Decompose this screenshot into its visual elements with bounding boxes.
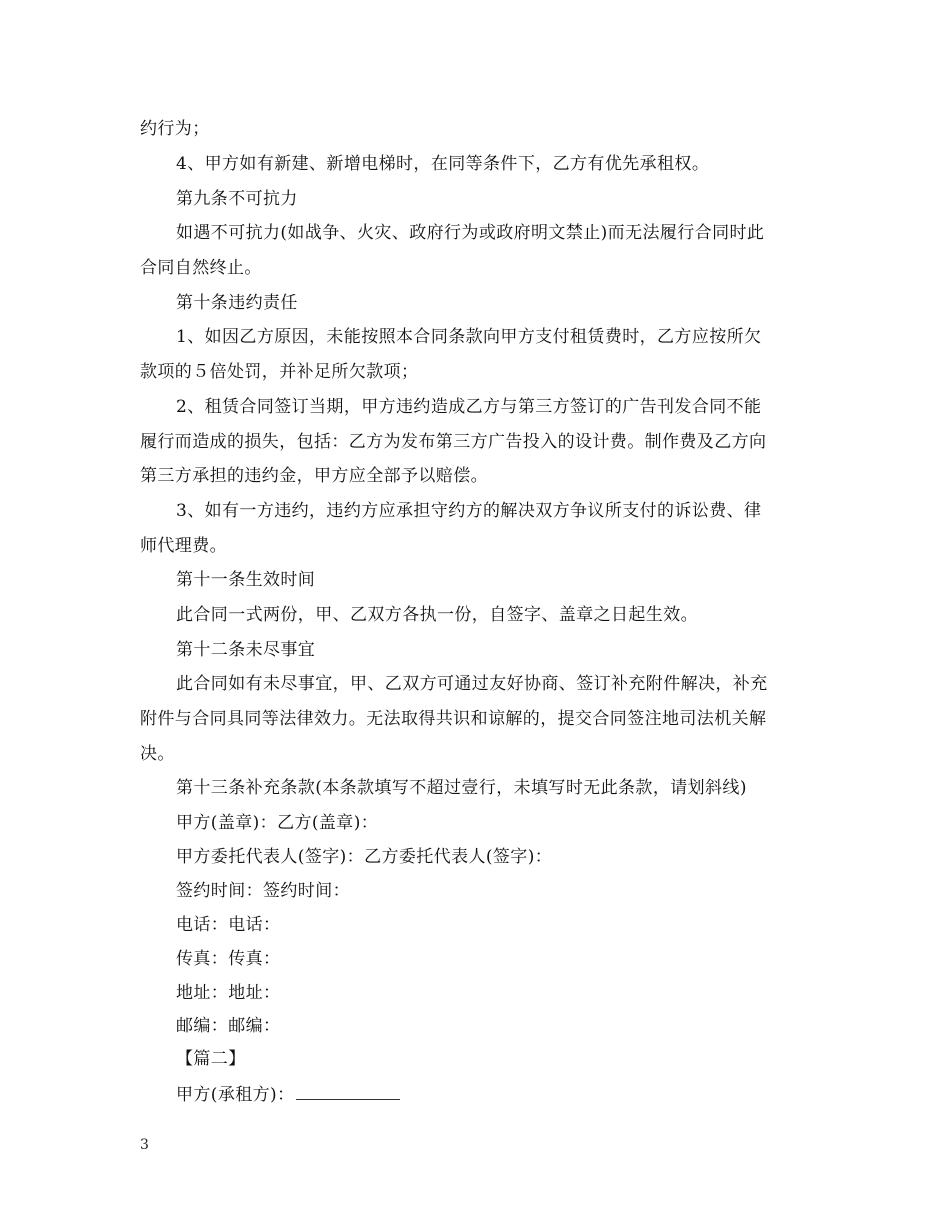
text-line: 此合同一式两份，甲、乙双方各执一份，自签字、盖章之日起生效。: [176, 605, 698, 625]
signature-line: 甲方(盖章)：乙方(盖章)：: [176, 813, 379, 833]
text-line: 如遇不可抗力(如战争、火灾、政府行为或政府明文禁止)而无法履行合同时此: [176, 223, 765, 243]
signature-line: 甲方委托代表人(签字)：乙方委托代表人(签字)：: [176, 847, 553, 867]
text-line: 此合同如有未尽事宜，甲、乙双方可通过友好协商、签订补充附件解决，补充: [176, 674, 768, 694]
signature-line: 签约时间：签约时间：: [176, 881, 350, 901]
party-label: 甲方(承租方)：: [176, 1085, 295, 1105]
section-heading: 第十三条补充条款(本条款填写不超过壹行，未填写时无此条款，请划斜线): [176, 778, 747, 798]
text-line: 款项的５倍处罚，并补足所欠款项；: [140, 362, 419, 382]
page-number: 3: [140, 1137, 149, 1153]
party-line: [176, 1081, 400, 1107]
text-line: 2、租赁合同签订当期，甲方违约造成乙方与第三方签订的广告刊发合同不能: [176, 397, 762, 417]
fill-in-blank: [296, 1081, 400, 1100]
text-line: 合同自然终止。: [140, 258, 262, 278]
signature-line: 地址：地址：: [176, 983, 281, 1003]
text-line: 履行而造成的损失，包括：乙方为发布第三方广告投入的设计费。制作费及乙方向: [140, 432, 767, 452]
section-heading: 第九条不可抗力: [176, 189, 298, 209]
text-line: 4、甲方如有新建、新增电梯时，在同等条件下，乙方有优先承租权。: [176, 154, 710, 174]
section-heading: 第十二条未尽事宜: [176, 640, 316, 660]
text-line: 3、如有一方违约，违约方应承担守约方的解决双方争议所支付的诉讼费、律: [176, 501, 762, 521]
text-line: 约行为；: [140, 119, 210, 139]
text-line: 附件与合同具同等法律效力。无法取得共识和谅解的，提交合同签注地司法机关解: [140, 709, 767, 729]
signature-line: 电话：电话：: [176, 915, 281, 935]
signature-line: 传真：传真：: [176, 949, 281, 969]
section-heading: 第十一条生效时间: [176, 570, 316, 590]
text-line: 决。: [140, 744, 175, 764]
part-heading: 【篇二】: [176, 1049, 246, 1069]
signature-line: 邮编：邮编：: [176, 1016, 281, 1036]
text-line: 师代理费。: [140, 536, 227, 556]
section-heading: 第十条违约责任: [176, 293, 298, 313]
text-line: 1、如因乙方原因，未能按照本合同条款向甲方支付租赁费时，乙方应按所欠: [176, 327, 762, 347]
text-line: 第三方承担的违约金，甲方应全部予以赔偿。: [140, 466, 488, 486]
